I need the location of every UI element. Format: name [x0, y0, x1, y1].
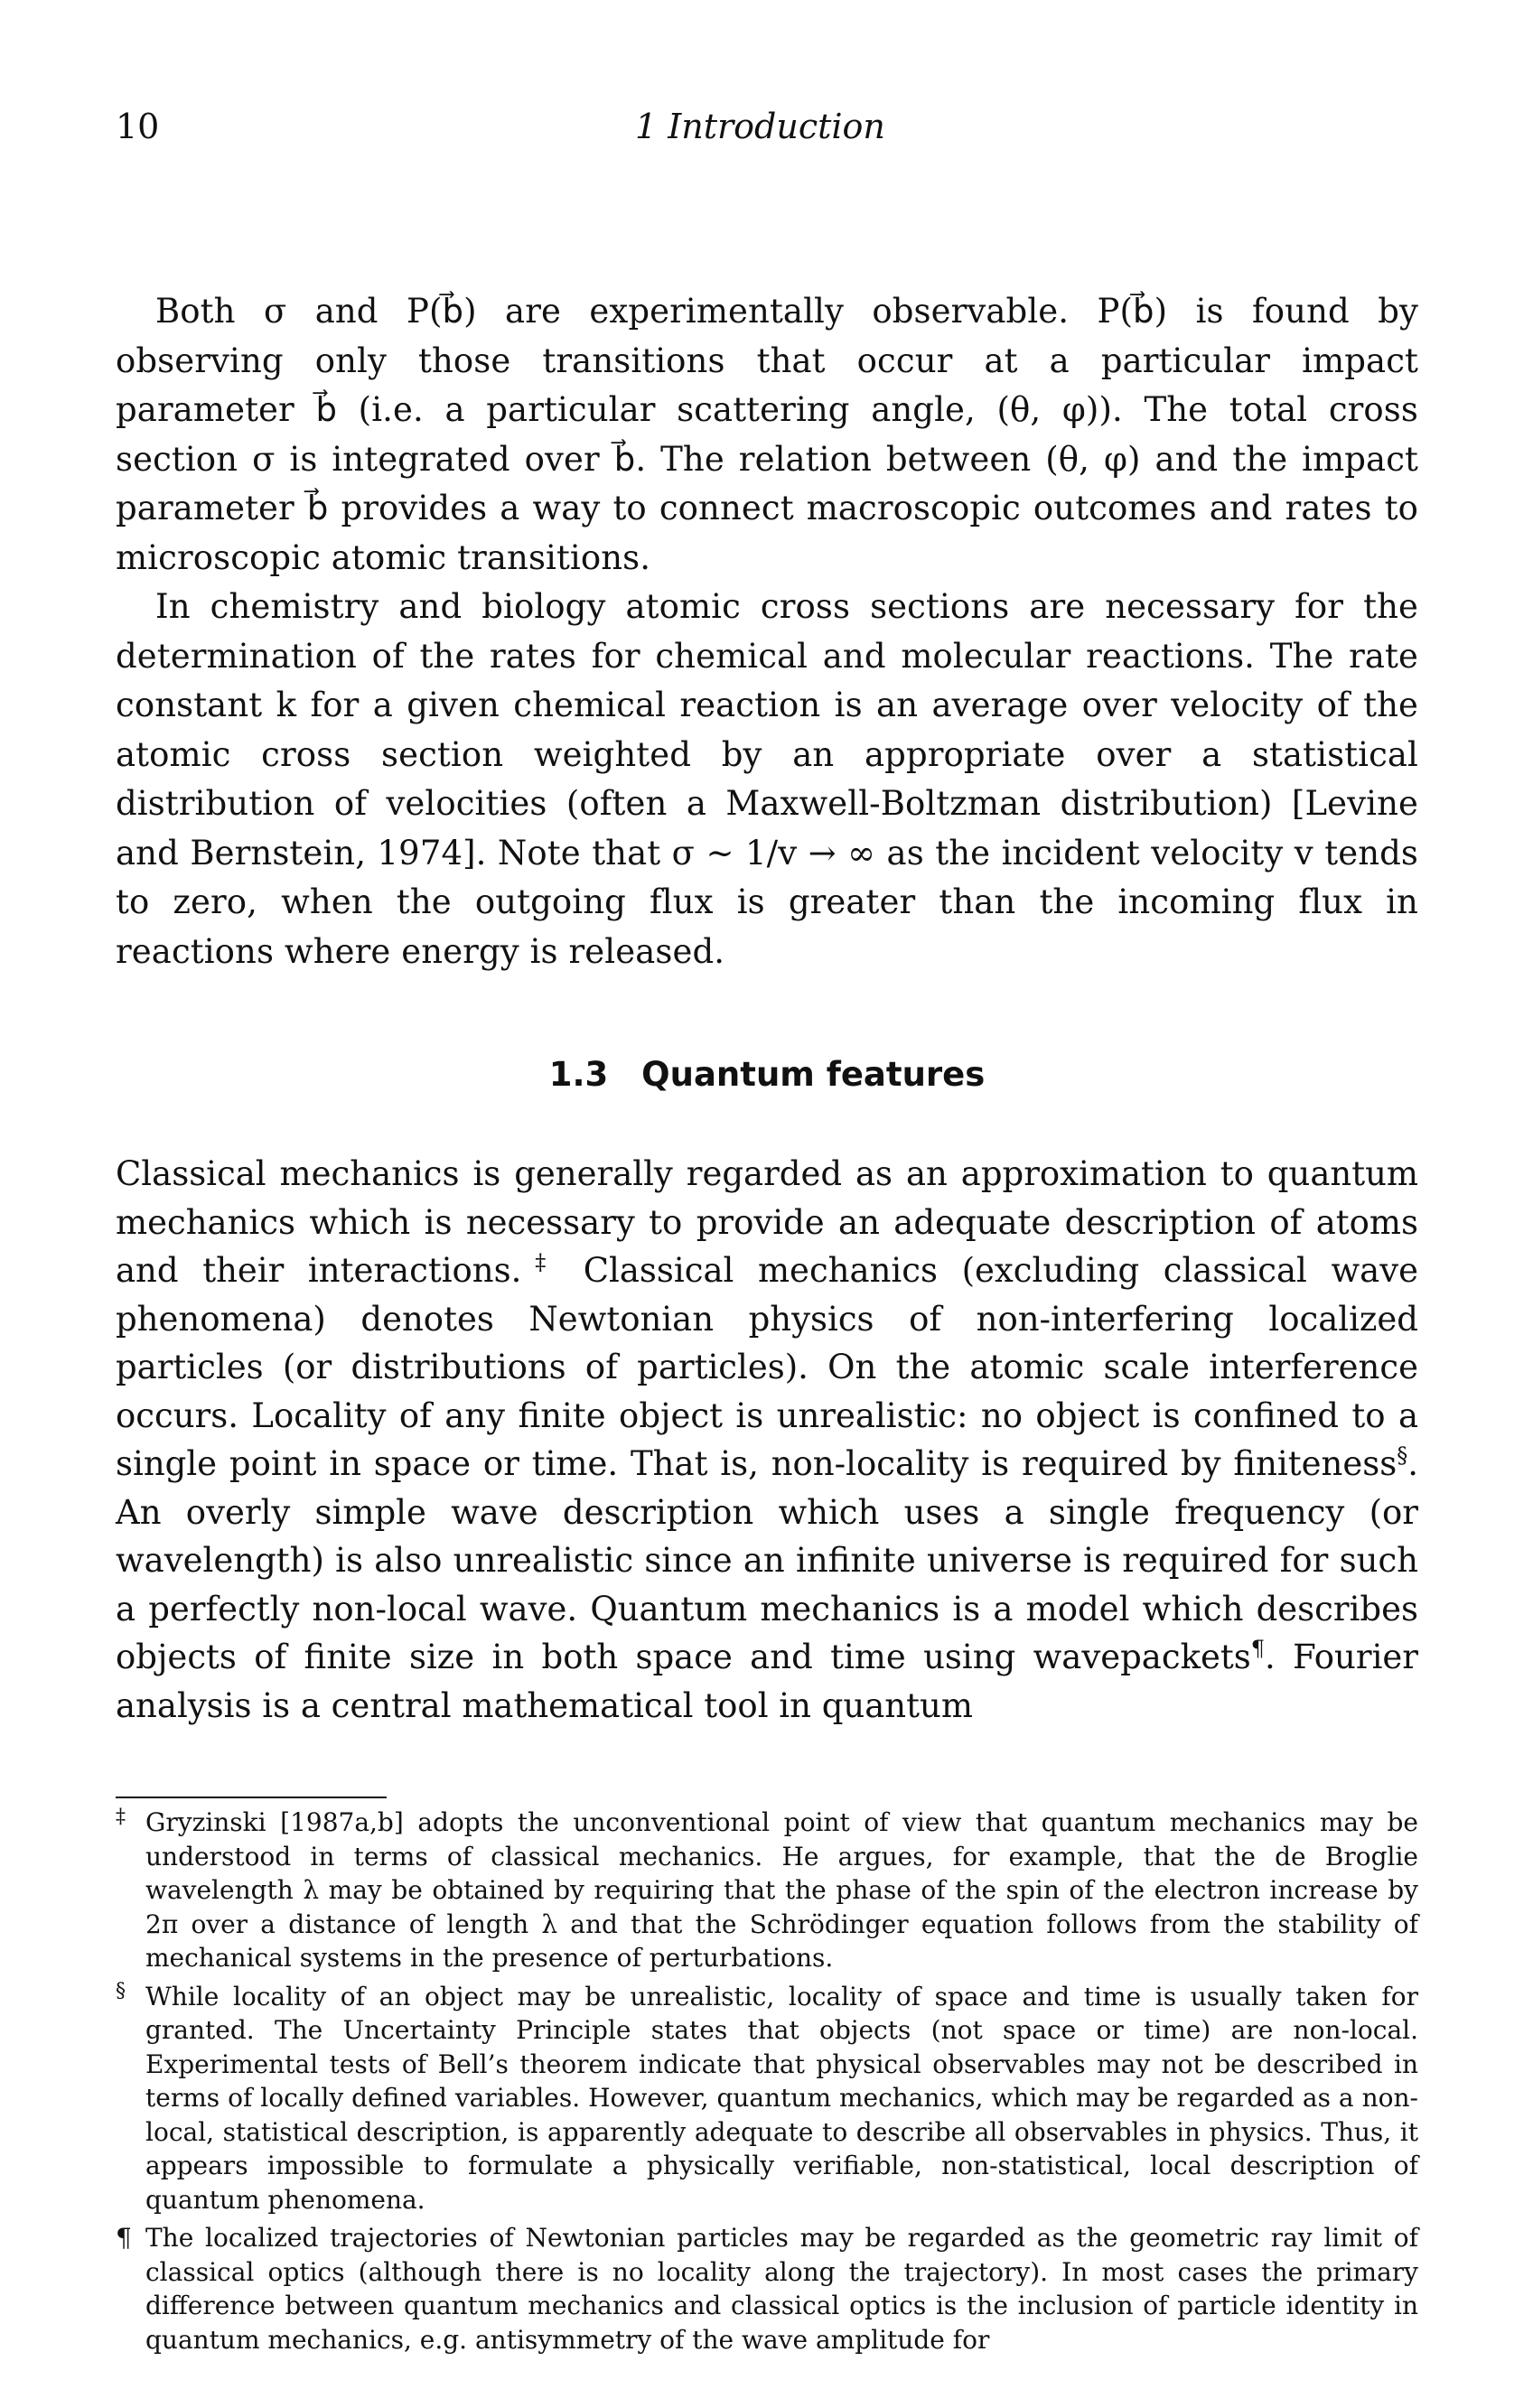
paragraph-cross-sections: Both σ and P(b⃗) are experimentally observable. P(b⃗) is found by observing only those transitions that occur at a particular impact parameter b⃗ (i.e. a particular scattering angle, (θ, φ)). The total cross section σ is integrated over b⃗. The relation between (θ, φ) and the impact parameter b⃗ provides a way to connect macroscopic outcomes and rates to microscopic atomic transitions. [116, 292, 1418, 577]
footnote-rule [116, 1797, 387, 1798]
quantum-text-2: Classical mechanics (excluding classical wave phenomena) denotes Newtonian physics of non-interfering localized particles (or distributions of particles). On the atomic scale interference occurs. Locality of any finite object is unrealistic: no object is confined to a single point in space or time. That is, non-locality is required by finiteness [116, 1251, 1418, 1483]
footnote-mark-double-dagger: ‡ [116, 1806, 126, 1828]
footnote-mark-pilcrow: ¶ [116, 2223, 132, 2253]
quantum-text-4: . Fourier analysis is a central mathematical tool in quantum [116, 1638, 1418, 1725]
footnote-mark-section: § [116, 1979, 126, 2002]
footnote-text-trajectories: The localized trajectories of Newtonian particles may be regarded as the geometric ray limit of classical optics (although there is no locality along the trajectory). In most cases the primary difference between quantum mechanics and classical optics is the inclusion of particle identity in quantum mechanics, e.g. antisymmetry of the wave amplitude for [145, 2223, 1418, 2355]
section-body [116, 1150, 1418, 1730]
footnote-ref-double-dagger: ‡ [521, 1249, 560, 1275]
section-heading [116, 1050, 1418, 1099]
page-number: 10 [116, 107, 160, 146]
footnote-section [116, 1980, 1418, 2217]
book-page [116, 90, 1418, 2361]
quantum-text-3: . An overly simple wave description which uses a single frequency (or wavelength) is also unrealistic since an infinite universe is required for such a perfectly non-local wave. Quantum mechanics is a model which describes objects of finite size in both space and time using wavepackets [116, 1444, 1418, 1676]
section-title: Quantum features [641, 1055, 986, 1094]
footnote-pilcrow [116, 2221, 1418, 2357]
footnote-text-locality: While locality of an object may be unrealistic, locality of space and time is usually taken for granted. The Uncertainty Principle states that objects (not space or time) are non-local. Experimental tests of Bell’s theorem indicate that physical observables may not be described in terms of locally defined variables. However, quantum mechanics, which may be regarded as a non-local, statistical description, is apparently adequate to describe all observables in physics. Thus, it appears impossible to formulate a physically verifiable, non-statistical, local description of quantum phenomena. [145, 1981, 1418, 2215]
section-number: 1.3 [548, 1055, 609, 1094]
body-text [116, 287, 1418, 976]
footnotes [116, 1806, 1418, 2357]
footnote-ref-pilcrow: ¶ [1250, 1636, 1266, 1662]
page-header [116, 90, 1418, 145]
footnote-ref-section: § [1397, 1442, 1408, 1469]
running-head: 1 Introduction [635, 107, 885, 146]
paragraph-chemistry-biology: In chemistry and biology atomic cross sections are necessary for the determination of the rates for chemical and molecular reactions. The rate constant k for a given chemical reaction is an average over velocity of the atomic cross section weighted by an appropriate over a statistical distribution of velocities (often a Maxwell-Boltzman distribution) [Levine and Bernstein, 1974]. Note that σ ~ 1/v → ∞ as the incident velocity v tends to zero, when the outgoing flux is greater than the incoming flux in reactions where energy is released. [116, 587, 1418, 971]
footnote-text-gryzinski: Gryzinski [1987a,b] adopts the unconventional point of view that quantum mechanics may be understood in terms of classical mechanics. He argues, for example, that the de Broglie wavelength λ may be obtained by requiring that the phase of the spin of the electron increase by 2π over a distance of length λ and that the Schrödinger equation follows from the stability of mechanical systems in the presence of perturbations. [145, 1807, 1418, 1973]
footnote-double-dagger [116, 1806, 1418, 1975]
quantum-text-1: Classical mechanics is generally regarded as an approximation to quantum mechanics which is necessary to provide an adequate description of atoms and their interactions. [116, 1154, 1418, 1290]
paragraph-quantum-features [116, 1150, 1418, 1730]
